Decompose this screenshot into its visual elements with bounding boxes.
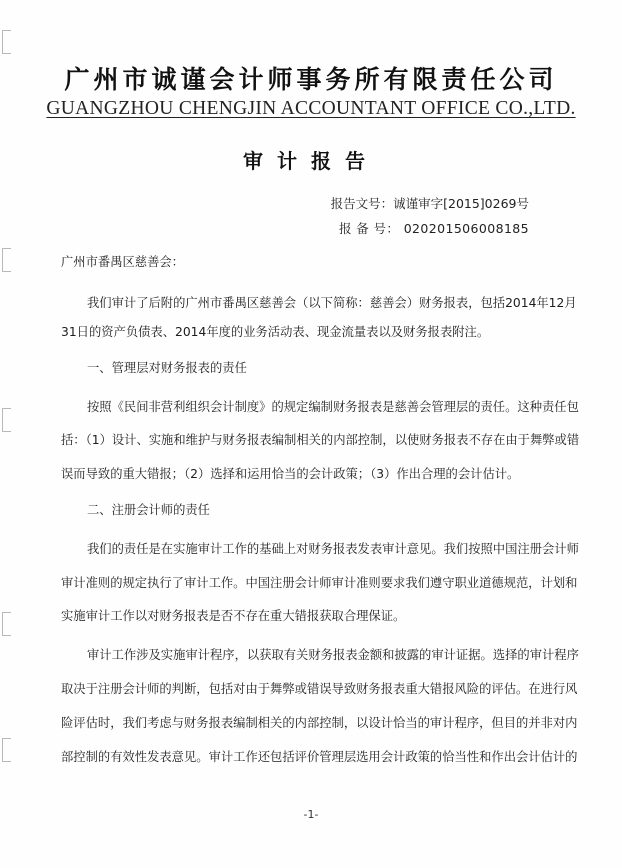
paragraph-line: 我们的责任是在实施审计工作的基础上对财务报表发表审计意见。我们按照中国注册会计师	[87, 542, 579, 556]
paragraph-line: 实施审计工作以对财务报表是否不存在重大错报获取合理保证。	[61, 609, 406, 623]
binding-mark	[2, 30, 11, 54]
section-heading: 二、注册会计师的责任	[87, 503, 210, 517]
binding-mark	[2, 738, 11, 762]
binding-mark	[2, 612, 11, 636]
paragraph-line: 部控制的有效性发表意见。审计工作还包括评价管理层选用会计政策的恰当性和作出会计估计的	[61, 750, 578, 764]
firm-name-chinese: 广州市诚谨会计师事务所有限责任公司	[64, 65, 558, 94]
paragraph-line: 误而导致的重大错报；（2）选择和运用恰当的会计政策；（3）作出合理的会计估计。	[61, 467, 520, 481]
paragraph-line: 取决于注册会计师的判断，包括对由于舞弊或错误导致财务报表重大错报风险的评估。在进行风	[61, 682, 578, 696]
addressee: 广州市番禺区慈善会：	[61, 255, 184, 269]
page-number: -1-	[303, 808, 319, 821]
firm-name-english: GUANGZHOU CHENGJIN ACCOUNTANT OFFICE CO.,LTD.	[46, 98, 576, 119]
report-document-number: 报告文号：诚谨审字[2015]0269号	[330, 196, 529, 211]
paragraph-line: 按照《民间非营利组织会计制度》的规定编制财务报表是慈善会管理层的责任。这种责任包	[87, 400, 579, 414]
report-record-number: 报 备 号： 020201506008185	[338, 221, 529, 236]
report-title: 审计报告	[243, 149, 379, 173]
section-heading: 一、管理层对财务报表的责任	[87, 361, 247, 375]
binding-mark	[2, 408, 11, 432]
paragraph-line: 审计准则的规定执行了审计工作。中国注册会计师审计准则要求我们遵守职业道德规范，计划和	[61, 576, 578, 590]
paragraph-line: 我们审计了后附的广州市番禺区慈善会（以下简称：慈善会）财务报表，包括2014年12月	[87, 296, 577, 310]
binding-mark	[2, 248, 11, 272]
paragraph-line: 审计工作涉及实施审计程序，以获取有关财务报表金额和披露的审计证据。选择的审计程序	[87, 648, 579, 662]
paragraph-line: 括：（1）设计、实施和维护与财务报表编制相关的内部控制，以使财务报表不存在由于舞弊或错	[61, 433, 580, 447]
paragraph-line: 险评估时，我们考虑与财务报表编制相关的内部控制，以设计恰当的审计程序，但目的并非对内	[61, 716, 578, 730]
paragraph-line: 31日的资产负债表、2014年度的业务活动表、现金流量表以及财务报表附注。	[61, 325, 490, 339]
